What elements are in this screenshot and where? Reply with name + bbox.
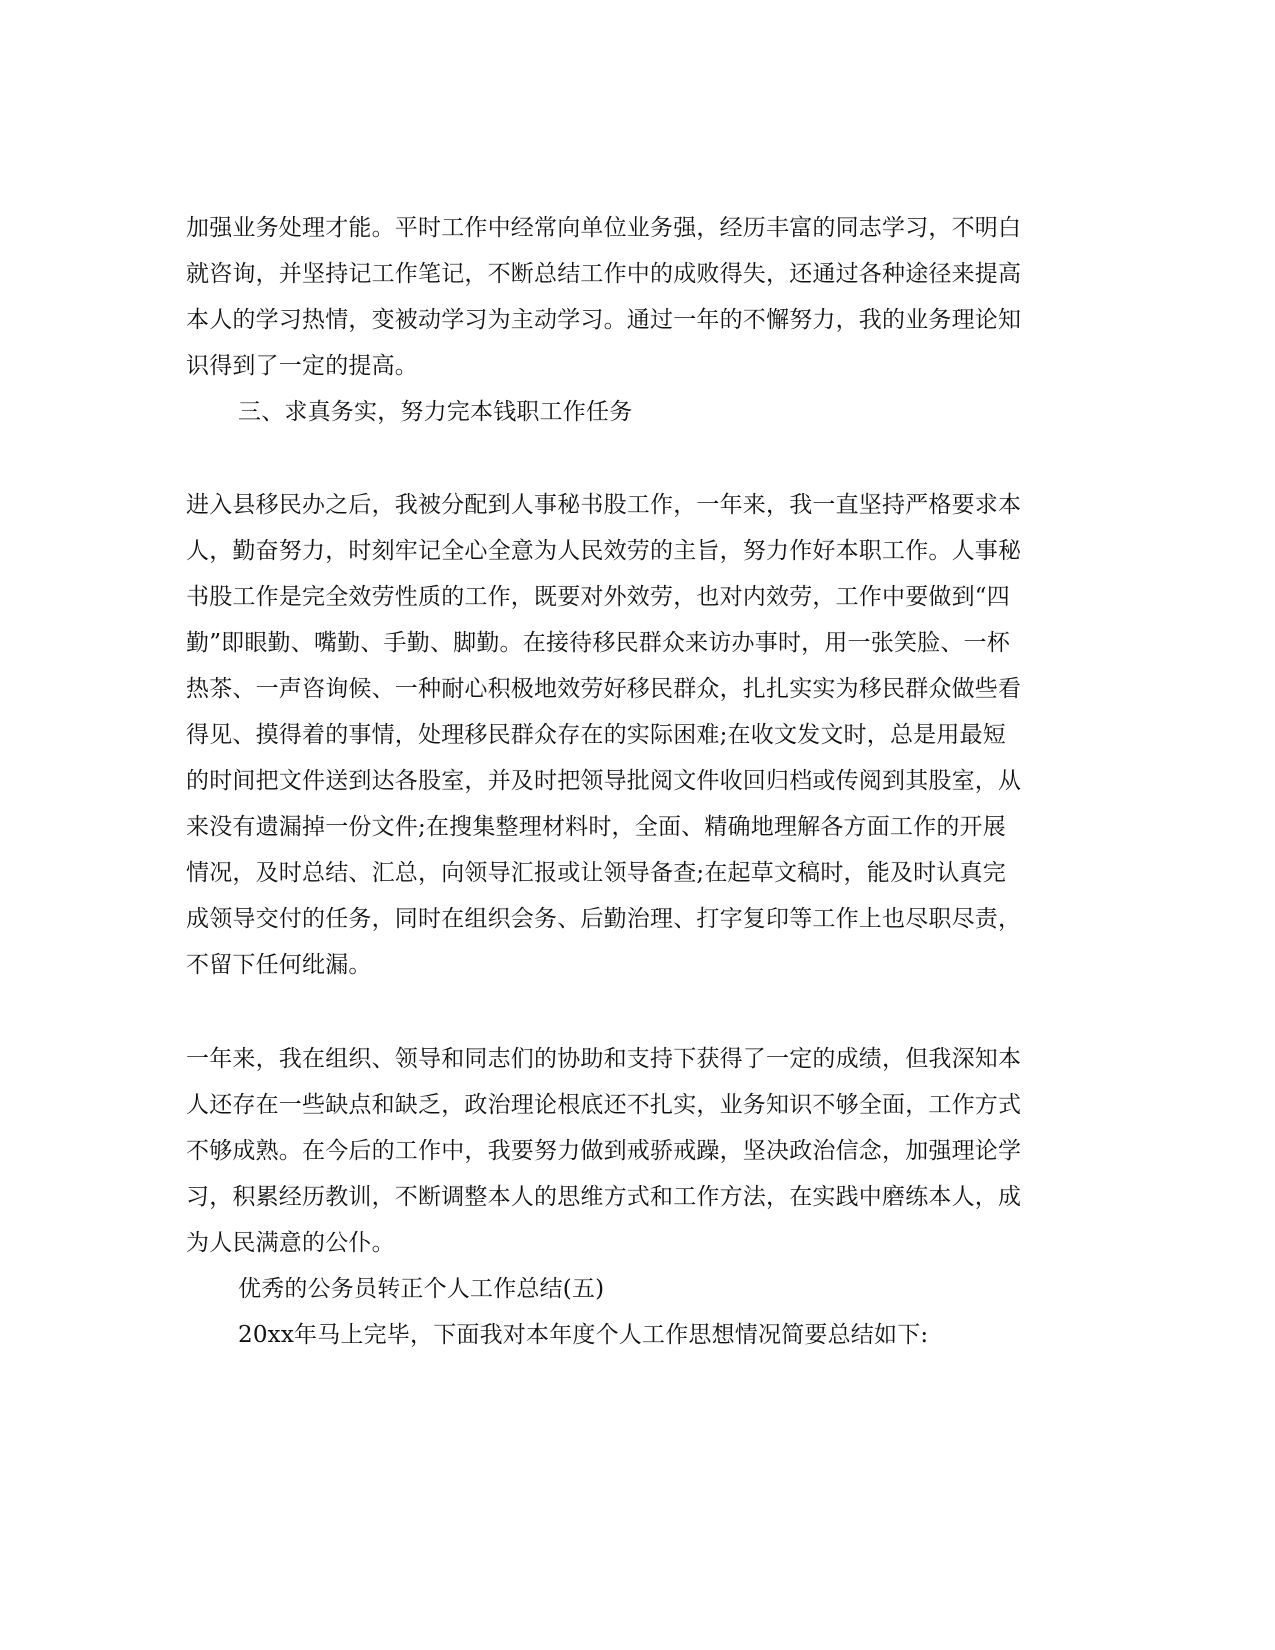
paragraph-line: 不够成熟。在今后的工作中，我要努力做到戒骄戒躁，坚决政治信念，加强理论学 [186,1138,1022,1164]
paragraph-line: 加强业务处理才能。平时工作中经常向单位业务强，经历丰富的同志学习，不明白 [186,215,1022,241]
paragraph-line: 就咨询，并坚持记工作笔记，不断总结工作中的成败得失，还通过各种途径来提高 [186,261,1022,287]
paragraph-line: 20xx年马上完毕，下面我对本年度个人工作思想情况简要总结如下: [238,1322,929,1348]
paragraph-line: 识得到了一定的提高。 [186,353,418,379]
paragraph-line: 的时间把文件送到达各股室，并及时把领导批阅文件收回归档或传阅到其股室，从 [186,768,1022,794]
paragraph-line: 不留下任何纰漏。 [186,952,372,978]
paragraph-line: 人还存在一些缺点和缺乏，政治理论根底还不扎实，业务知识不够全面，工作方式 [186,1092,1022,1118]
paragraph-line: 进入县移民办之后，我被分配到人事秘书股工作，一年来，我一直坚持严格要求本 [186,492,1022,518]
paragraph-line: 得见、摸得着的事情，处理移民群众存在的实际困难;在收文发文时，总是用最短 [186,722,1006,748]
section-heading: 三、求真务实，努力完本钱职工作任务 [238,399,633,425]
paragraph-line: 为人民满意的公仆。 [186,1230,395,1256]
paragraph-line: 情况，及时总结、汇总，向领导汇报或让领导备查;在起草文稿时，能及时认真完 [186,860,1006,886]
document-title: 优秀的公务员转正个人工作总结(五) [238,1276,605,1302]
paragraph-line: 书股工作是完全效劳性质的工作，既要对外效劳，也对内效劳，工作中要做到“四 [186,584,1010,610]
paragraph-line: 来没有遗漏掉一份文件;在搜集整理材料时，全面、精确地理解各方面工作的开展 [186,814,1006,840]
paragraph-line: 热茶、一声咨询候、一种耐心积极地效劳好移民群众，扎扎实实为移民群众做些看 [186,676,1022,702]
paragraph-line: 习，积累经历教训，不断调整本人的思维方式和工作方法，在实践中磨练本人，成 [186,1184,1022,1210]
paragraph-line: 本人的学习热情，变被动学习为主动学习。通过一年的不懈努力，我的业务理论知 [186,307,1022,333]
paragraph-line: 勤”即眼勤、嘴勤、手勤、脚勤。在接待移民群众来访办事时，用一张笑脸、一杯 [186,630,1010,656]
paragraph-line: 人，勤奋努力，时刻牢记全心全意为人民效劳的主旨，努力作好本职工作。人事秘 [186,538,1022,564]
paragraph-line: 成领导交付的任务，同时在组织会务、后勤治理、打字复印等工作上也尽职尽责， [186,906,1022,932]
paragraph-line: 一年来，我在组织、领导和同志们的协助和支持下获得了一定的成绩，但我深知本 [186,1046,1022,1072]
